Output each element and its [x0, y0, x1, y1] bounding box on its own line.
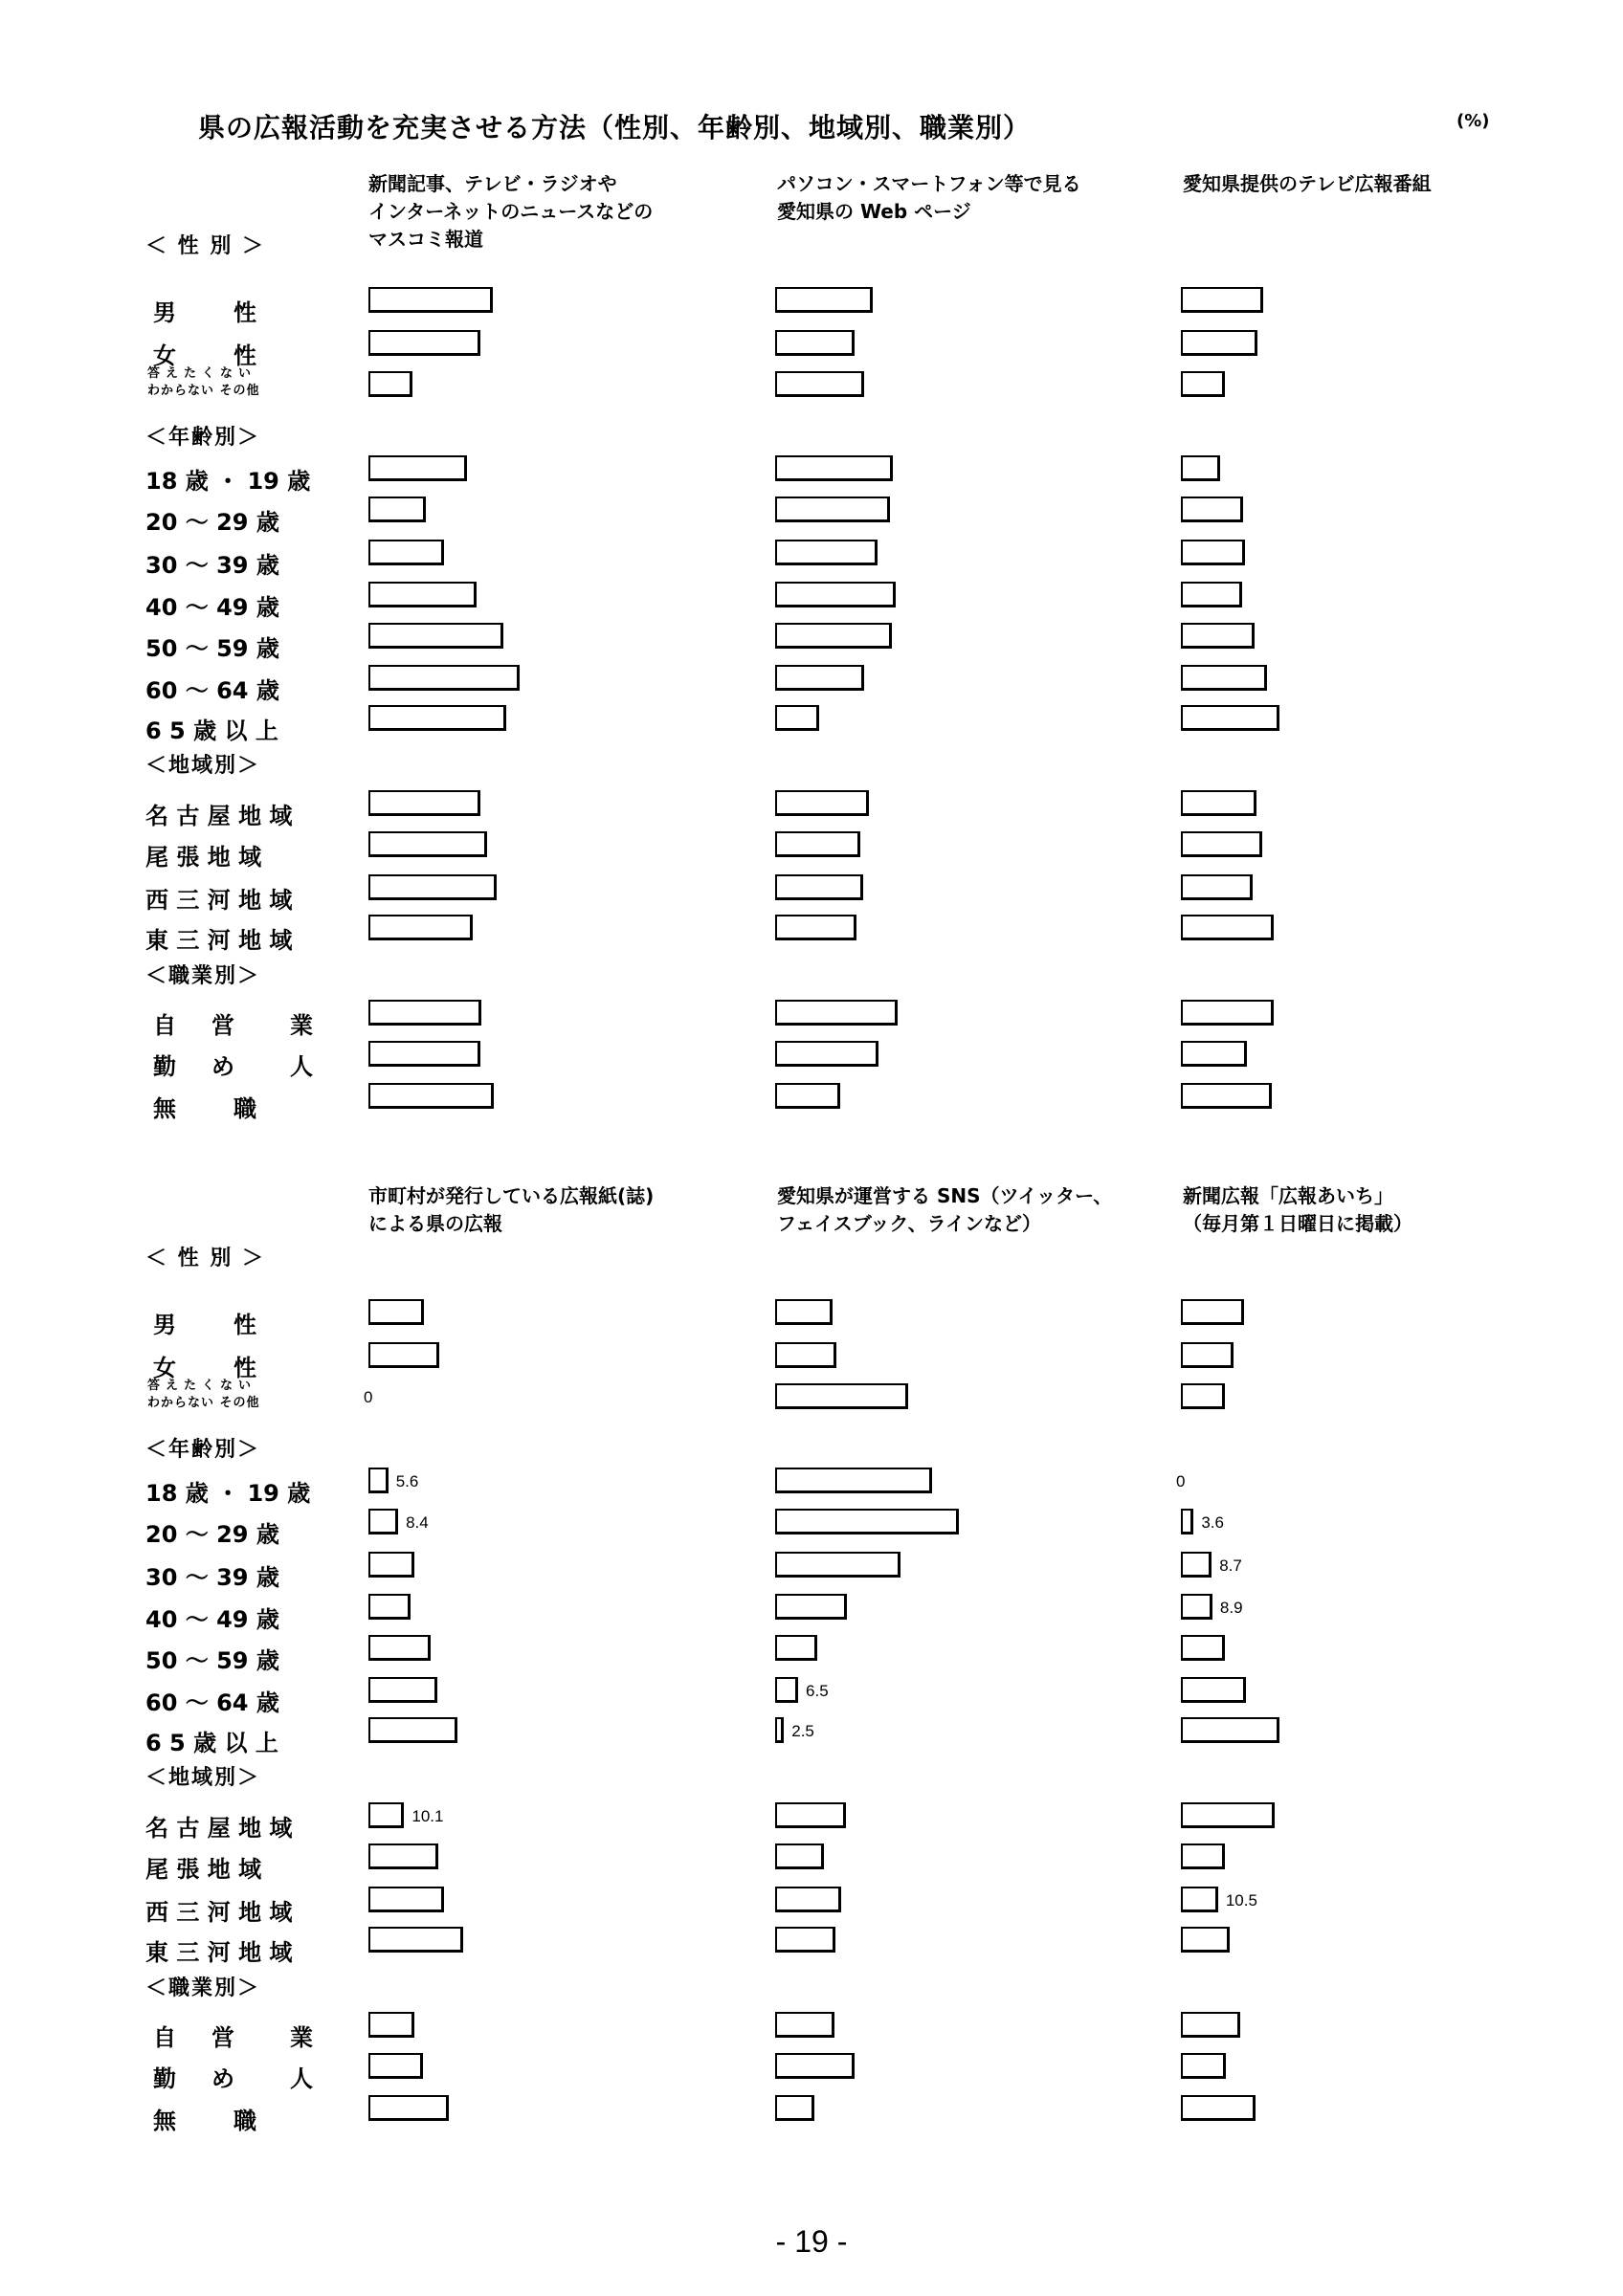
bar-female: [368, 1342, 439, 1368]
bar-region-higashimikawa: [368, 1927, 463, 1953]
row-label-job-part: 自: [153, 2024, 176, 2051]
group-label: ＜ 性 別 ＞: [145, 234, 265, 258]
bar-job-employee: [368, 2053, 423, 2079]
row-label-job-part: 人: [290, 1053, 313, 1080]
row-label-age: 50 ～ 59 歳: [145, 1647, 279, 1674]
page-title: 県の広報活動を充実させる方法（性別、年齢別、地域別、職業別）: [198, 112, 1032, 144]
row-label-region: 名 古 屋 地 域: [145, 1815, 293, 1842]
group-label: ＜年齢別＞: [145, 1438, 261, 1462]
row-label-age: 60 ～ 64 歳: [145, 1689, 279, 1716]
row-label-age: 20 ～ 29 歳: [145, 1521, 279, 1548]
series-header: 愛知県提供のテレビ広報番組: [1183, 172, 1432, 195]
bar-female: [775, 1342, 836, 1368]
row-label-other-line2: わからない その他: [147, 384, 260, 398]
row-label-region: 尾 張 地 域: [145, 1856, 262, 1883]
row-label-age: 6 5 歳 以 上: [145, 1730, 278, 1756]
row-label-age: 50 ～ 59 歳: [145, 635, 279, 662]
bar-age-18-19: [775, 1468, 932, 1493]
value-label: 6.5: [806, 1682, 829, 1700]
row-label-other: [147, 1378, 260, 1412]
bar-job-self-employed: [1181, 2012, 1240, 2038]
bar-region-nagoya: [1181, 1802, 1275, 1828]
page-number: - 19 -: [775, 2224, 848, 2259]
bar-age-50-59: [1181, 1635, 1225, 1661]
bar-age-65-plus: [775, 1717, 784, 1743]
group-label: ＜地域別＞: [145, 754, 261, 778]
value-label: 0: [1176, 1472, 1186, 1490]
row-label-job-part: 業: [290, 2024, 313, 2051]
bar-age-18-19: [368, 1468, 389, 1493]
bar-other: [775, 1383, 908, 1409]
value-label: 8.9: [1219, 1599, 1243, 1617]
bar-region-nishimikawa: [368, 1887, 444, 1912]
series-header: 市町村が発行している広報紙(誌) による県の広報: [368, 1184, 655, 1235]
row-label-region: 東 三 河 地 域: [145, 927, 293, 954]
row-label-region: 東 三 河 地 域: [145, 1939, 293, 1966]
row-label-age: 40 ～ 49 歳: [145, 594, 279, 621]
group-label: ＜職業別＞: [145, 964, 261, 988]
row-label-job-part: 勤: [153, 2065, 176, 2092]
row-label-male: [145, 1306, 306, 1339]
row-label-age: 30 ～ 39 歳: [145, 1564, 279, 1591]
bar-region-nishimikawa: [1181, 1887, 1218, 1912]
row-label-job-part: 業: [290, 1012, 313, 1039]
bar-region-owari: [775, 1843, 824, 1869]
row-label-male-part: 男: [153, 1312, 176, 1338]
row-label-job-part: め: [211, 2065, 234, 2092]
bar-region-higashimikawa: [1181, 1927, 1230, 1953]
value-label: 10.1: [411, 1807, 444, 1825]
bar-age-30-39: [775, 1552, 900, 1578]
row-label-age: 18 歳 ・ 19 歳: [145, 1480, 311, 1507]
bar-age-60-64: [368, 1677, 437, 1703]
bar-male: [368, 1299, 424, 1325]
row-label-age: 18 歳 ・ 19 歳: [145, 468, 311, 495]
value-label: 5.6: [395, 1472, 419, 1490]
row-label-job: [145, 2019, 341, 2052]
bar-age-20-29: [1181, 1509, 1193, 1534]
bar-male: [775, 1299, 833, 1325]
row-label-job-part: 職: [233, 2108, 256, 2134]
row-label-job: [145, 2102, 306, 2135]
row-label-male-part: 性: [233, 299, 256, 326]
row-label-job-part: 無: [153, 2108, 176, 2134]
bar-female: [1181, 1342, 1234, 1368]
bar-age-65-plus: [368, 1717, 457, 1743]
row-label-region: 名 古 屋 地 域: [145, 803, 293, 829]
bar-job-unemployed: [1181, 2095, 1256, 2121]
bar-age-60-64: [775, 1677, 798, 1703]
row-label-age: 40 ～ 49 歳: [145, 1606, 279, 1633]
bar-age-30-39: [1181, 1552, 1212, 1578]
row-label-region: 尾 張 地 域: [145, 844, 262, 871]
row-label-region: 西 三 河 地 域: [145, 887, 293, 914]
row-label-age: 30 ～ 39 歳: [145, 552, 279, 579]
bar-age-20-29: [775, 1509, 959, 1534]
bar-age-50-59: [775, 1635, 817, 1661]
row-label-age: 20 ～ 29 歳: [145, 509, 279, 536]
group-label: ＜ 性 別 ＞: [145, 1247, 265, 1270]
group-label: ＜年齢別＞: [145, 426, 261, 450]
value-label: 0: [364, 1388, 373, 1406]
row-label-job-part: 無: [153, 1095, 176, 1122]
bar-age-40-49: [1181, 1594, 1212, 1620]
series-header: パソコン・スマートフォン等で見る 愛知県の Web ページ: [777, 172, 1081, 223]
bar-region-owari: [1181, 1843, 1225, 1869]
bar-region-nagoya: [775, 1802, 846, 1828]
bar-age-40-49: [368, 1594, 411, 1620]
bar-job-employee: [775, 2053, 855, 2079]
row-label-female-part: 女: [153, 1355, 176, 1381]
bar-job-unemployed: [775, 2095, 814, 2121]
bar-region-nishimikawa: [775, 1887, 841, 1912]
group-label: ＜地域別＞: [145, 1766, 261, 1790]
row-label-region: 西 三 河 地 域: [145, 1899, 293, 1926]
group-label: ＜職業別＞: [145, 1976, 261, 2000]
series-header: 新聞記事、テレビ・ラジオや インターネットのニュースなどの マスコミ報道: [368, 172, 654, 251]
row-label-job-part: 職: [233, 1095, 256, 1122]
value-label: 8.4: [406, 1513, 429, 1532]
bar-age-40-49: [775, 1594, 847, 1620]
row-label-job-part: 自: [153, 1012, 176, 1039]
row-label-male-part: 男: [153, 299, 176, 326]
bar-region-nagoya: [368, 1802, 404, 1828]
row-label-job-part: 勤: [153, 1053, 176, 1080]
bar-age-65-plus: [1181, 1717, 1279, 1743]
bar-other: [1181, 1383, 1225, 1409]
bar-job-self-employed: [775, 2012, 834, 2038]
row-label-female-part: 性: [233, 1355, 256, 1381]
bar-male: [1181, 1299, 1244, 1325]
row-label-job-part: 営: [211, 1012, 234, 1039]
row-label-job-part: め: [211, 1053, 234, 1080]
row-label-male-part: 性: [233, 1312, 256, 1338]
row-label-job-part: 人: [290, 2065, 313, 2092]
row-label-age: 6 5 歳 以 上: [145, 718, 278, 744]
row-label-job: [145, 2060, 341, 2093]
bar-age-20-29: [368, 1509, 398, 1534]
value-label: 10.5: [1225, 1891, 1257, 1910]
row-label-female-part: 性: [233, 342, 256, 369]
bar-age-60-64: [1181, 1677, 1246, 1703]
bar-job-self-employed: [368, 2012, 414, 2038]
bar-job-unemployed: [368, 2095, 449, 2121]
row-label-other-line2: わからない その他: [147, 1396, 260, 1410]
value-label: 8.7: [1219, 1556, 1242, 1575]
row-label-female-part: 女: [153, 342, 176, 369]
row-label-age: 60 ～ 64 歳: [145, 677, 279, 704]
bar-age-50-59: [368, 1635, 431, 1661]
bar-region-higashimikawa: [775, 1927, 835, 1953]
bar-job-employee: [1181, 2053, 1226, 2079]
value-label: 2.5: [791, 1722, 814, 1740]
bar-region-owari: [368, 1843, 438, 1869]
series-header: 新聞広報「広報あいち」 （毎月第１日曜日に掲載）: [1183, 1184, 1412, 1235]
row-label-other-line1: 答えたくない: [147, 1379, 257, 1393]
unit-label: (%): [1456, 111, 1490, 131]
row-label-job-part: 営: [211, 2024, 234, 2051]
value-label: 3.6: [1201, 1513, 1224, 1532]
row-label-other-line1: 答えたくない: [147, 366, 257, 381]
bar-age-30-39: [368, 1552, 414, 1578]
series-header: 愛知県が運営する SNS（ツイッター、 フェイスブック、ラインなど）: [777, 1184, 1113, 1235]
